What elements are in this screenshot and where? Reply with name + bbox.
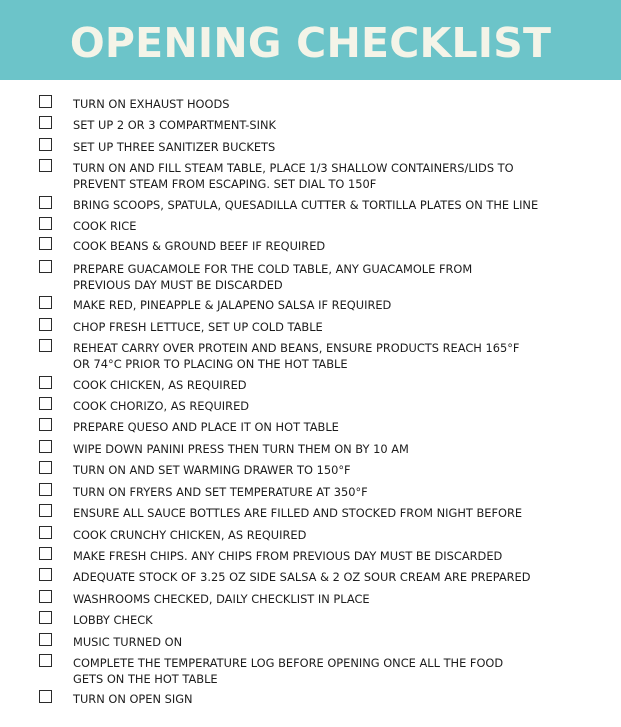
checkbox[interactable]: [39, 376, 52, 389]
checkbox[interactable]: [39, 504, 52, 517]
checkbox[interactable]: [39, 339, 52, 352]
checkbox[interactable]: [39, 397, 52, 410]
checkbox[interactable]: [39, 217, 52, 230]
checklist-item-label: REHEAT CARRY OVER PROTEIN AND BEANS, ENSURE PRODUCTS REACH 165°F OR 74°C PRIOR TO PLACING ON THE HOT TABLE: [73, 341, 520, 371]
checklist-item-label: WIPE DOWN PANINI PRESS THEN TURN THEM ON BY 10 AM: [73, 442, 409, 456]
checklist-item-label: COOK CHORIZO, AS REQUIRED: [73, 399, 250, 413]
checkbox[interactable]: [39, 590, 52, 603]
page-title: OPENING CHECKLIST: [69, 19, 552, 67]
checkbox[interactable]: [39, 690, 52, 703]
checkbox[interactable]: [39, 633, 52, 646]
checklist-item-label: COOK CHICKEN, AS REQUIRED: [73, 378, 247, 392]
checklist-item-label: MAKE RED, PINEAPPLE & JALAPENO SALSA IF REQUIRED: [73, 298, 392, 312]
checkbox[interactable]: [39, 568, 52, 581]
checklist-item-label: COOK CRUNCHY CHICKEN, AS REQUIRED: [73, 528, 307, 542]
checkbox[interactable]: [39, 260, 52, 273]
checkbox[interactable]: [39, 440, 52, 453]
checklist-item-label: MAKE FRESH CHIPS. ANY CHIPS FROM PREVIOUS DAY MUST BE DISCARDED: [73, 549, 503, 563]
checklist-item-label: MUSIC TURNED ON: [73, 635, 183, 649]
checklist-item-label: PREPARE GUACAMOLE FOR THE COLD TABLE, ANY GUACAMOLE FROM PREVIOUS DAY MUST BE DISCARDED: [73, 262, 473, 292]
checkbox[interactable]: [39, 138, 52, 151]
checklist-item-label: BRING SCOOPS, SPATULA, QUESADILLA CUTTER & TORTILLA PLATES ON THE LINE: [73, 198, 539, 212]
checkbox[interactable]: [39, 116, 52, 129]
checklist-item-label: SET UP THREE SANITIZER BUCKETS: [73, 140, 276, 154]
checklist-item-label: WASHROOMS CHECKED, DAILY CHECKLIST IN PLACE: [73, 592, 370, 606]
checkbox[interactable]: [39, 483, 52, 496]
checkbox[interactable]: [39, 196, 52, 209]
checkbox[interactable]: [39, 611, 52, 624]
checklist-item-label: TURN ON AND FILL STEAM TABLE, PLACE 1/3 SHALLOW CONTAINERS/LIDS TO PREVENT STEAM FROM ESCAPING. SET DIAL TO 150F: [73, 161, 514, 191]
checklist-item-label: CHOP FRESH LETTUCE, SET UP COLD TABLE: [73, 320, 323, 334]
checkbox[interactable]: [39, 159, 52, 172]
checklist-item-label: LOBBY CHECK: [73, 613, 153, 627]
checklist-item-label: ENSURE ALL SAUCE BOTTLES ARE FILLED AND STOCKED FROM NIGHT BEFORE: [73, 506, 523, 520]
checkbox[interactable]: [39, 318, 52, 331]
checklist-item-label: COOK RICE: [73, 219, 137, 233]
checkbox[interactable]: [39, 95, 52, 108]
checklist-item-label: COOK BEANS & GROUND BEEF IF REQUIRED: [73, 239, 326, 253]
checkbox[interactable]: [39, 461, 52, 474]
checklist-item-label: ADEQUATE STOCK OF 3.25 OZ SIDE SALSA & 2 OZ SOUR CREAM ARE PREPARED: [73, 570, 531, 584]
checklist-item-label: TURN ON EXHAUST HOODS: [73, 97, 230, 111]
checklist-item-label: SET UP 2 OR 3 COMPARTMENT-SINK: [73, 118, 276, 132]
checkbox[interactable]: [39, 547, 52, 560]
checklist-item-label: PREPARE QUESO AND PLACE IT ON HOT TABLE: [73, 420, 339, 434]
checkbox[interactable]: [39, 654, 52, 667]
checklist-item-label: TURN ON FRYERS AND SET TEMPERATURE AT 350°F: [73, 485, 368, 499]
checkbox[interactable]: [39, 526, 52, 539]
checkbox[interactable]: [39, 296, 52, 309]
checkbox[interactable]: [39, 418, 52, 431]
checklist-item-label: TURN ON OPEN SIGN: [73, 692, 193, 706]
checkbox[interactable]: [39, 237, 52, 250]
checklist-item-label: TURN ON AND SET WARMING DRAWER TO 150°F: [73, 463, 351, 477]
checklist-item-label: COMPLETE THE TEMPERATURE LOG BEFORE OPENING ONCE ALL THE FOOD GETS ON THE HOT TABLE: [73, 656, 504, 686]
